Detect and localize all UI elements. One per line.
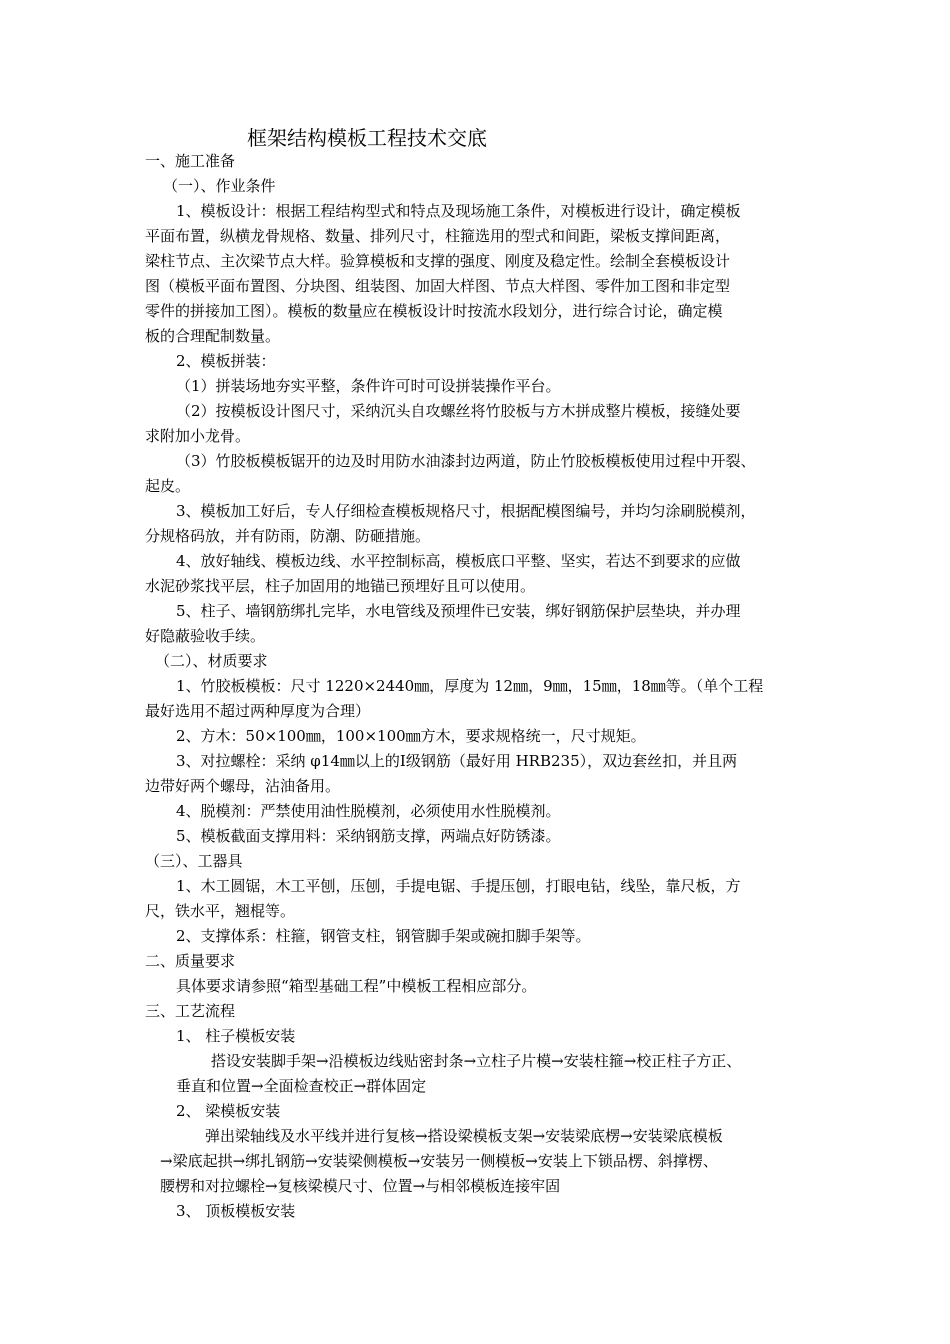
paragraph-line: 好隐蔽验收手续。 — [145, 627, 266, 645]
paragraph-line: 2、模板拼装： — [176, 352, 276, 370]
paragraph-line: 零件的拼接加工图）。模板的数量应在模板设计时按流水段划分，进行综合讨论，确定模 — [145, 302, 723, 320]
paragraph-line: 腰楞和对拉螺栓→复核梁模尺寸、位置→与相邻模板连接牢固 — [160, 1177, 561, 1195]
paragraph-line: 板的合理配制数量。 — [145, 327, 281, 345]
subheading-slab-formwork: 3、 顶板模板安装 — [176, 1202, 296, 1220]
paragraph-line: （2）按模板设计图尺寸，采纳沉头自攻螺丝将竹胶板与方木拼成整片模板，接缝处要 — [176, 402, 741, 420]
paragraph-line: 梁柱节点、主次梁节点大样。验算模板和支撑的强度、刚度及稳定性。绘制全套模板设计 — [145, 252, 731, 270]
heading-construction-preparation: 一、施工准备 — [145, 152, 236, 170]
paragraph-line: 分规格码放，并有防雨，防潮、防砸措施。 — [145, 527, 431, 545]
paragraph-line: 水泥砂浆找平层，柱子加固用的地锚已预埋好且可以使用。 — [145, 577, 536, 595]
paragraph-line: 2、方木：50×100㎜，100×100㎜方木，要求规格统一，尺寸规矩。 — [176, 727, 646, 745]
paragraph-line: 最好选用不超过两种厚度为合理） — [145, 702, 371, 720]
paragraph-line: 5、模板截面支撑用料：采纳钢筋支撑，两端点好防锈漆。 — [176, 827, 561, 845]
paragraph-line: 3、对拉螺栓：采纳 φ14㎜以上的Ⅰ级钢筋（最好用 HRB235），双边套丝扣，并且两 — [176, 752, 738, 770]
heading-quality-requirements: 二、质量要求 — [145, 952, 236, 970]
paragraph-line: 1、竹胶板模板：尺寸 1220×2440㎜，厚度为 12㎜，9㎜，15㎜，18㎜等。（单个工程 — [176, 677, 764, 695]
document-title: 框架结构模板工程技术交底 — [247, 126, 487, 150]
paragraph-line: 尺，铁水平，翘棍等。 — [145, 902, 296, 920]
subheading-beam-formwork: 2、 梁模板安装 — [176, 1102, 281, 1120]
paragraph-line: 图（模板平面布置图、分块图、组装图、加固大样图、节点大样图、零件加工图和非定型 — [145, 277, 731, 295]
heading-process-flow: 三、工艺流程 — [145, 1002, 236, 1020]
paragraph-line: 具体要求请参照“箱型基础工程”中模板工程相应部分。 — [176, 977, 537, 995]
paragraph-line: （1）拼装场地夯实平整，条件许可时可设拼装操作平台。 — [176, 377, 561, 395]
paragraph-line: 垂直和位置→全面检查校正→群体固定 — [176, 1077, 427, 1095]
paragraph-line: 起皮。 — [145, 477, 191, 495]
paragraph-line: 平面布置，纵横龙骨规格、数量、排列尺寸，柱箍选用的型式和间距，梁板支撑间距离， — [145, 227, 731, 245]
paragraph-line: 求附加小龙骨。 — [145, 427, 251, 445]
paragraph-line: 1、木工圆锯，木工平刨，压刨，手提电锯、手提压刨，打眼电钻，线坠，靠尺板，方 — [176, 877, 741, 895]
subheading-material-requirements: （二）、材质要求 — [155, 652, 268, 670]
subheading-column-formwork: 1、 柱子模板安装 — [176, 1027, 296, 1045]
subheading-work-conditions: （一）、作业条件 — [163, 177, 276, 195]
paragraph-line: 4、脱模剂：严禁使用油性脱模剂，必须使用水性脱模剂。 — [176, 802, 561, 820]
paragraph-line: 边带好两个螺母，沾油备用。 — [145, 777, 341, 795]
subheading-tools: （三）、工器具 — [145, 852, 243, 870]
paragraph-line: →梁底起拱→绑扎钢筋→安装梁侧模板→安装另一侧模板→安装上下锁品楞、斜撑楞、 — [160, 1152, 718, 1170]
paragraph-line: 3、模板加工好后，专人仔细检查模板规格尺寸，根据配模图编号，并均匀涂刷脱模剂， — [176, 502, 756, 520]
paragraph-line: 4、放好轴线、模板边线、水平控制标高，模板底口平整、坚实，若达不到要求的应做 — [176, 552, 741, 570]
paragraph-line: 弹出梁轴线及水平线并进行复核→搭设梁模板支架→安装梁底楞→安装梁底模板 — [205, 1127, 723, 1145]
paragraph-line: 2、支撑体系：柱箍，钢管支柱，钢管脚手架或碗扣脚手架等。 — [176, 927, 591, 945]
paragraph-line: 5、柱子、墙钢筋绑扎完毕，水电管线及预埋件已安装，绑好钢筋保护层垫块，并办理 — [176, 602, 741, 620]
paragraph-line: 1、模板设计：根据工程结构型式和特点及现场施工条件，对模板进行设计，确定模板 — [176, 202, 741, 220]
paragraph-line: 搭设安装脚手架→沿模板边线贴密封条→立柱子片模→安装柱箍→校正柱子方正、 — [211, 1052, 742, 1070]
paragraph-line: （3）竹胶板模板锯开的边及时用防水油漆封边两道，防止竹胶板模板使用过程中开裂、 — [176, 452, 756, 470]
